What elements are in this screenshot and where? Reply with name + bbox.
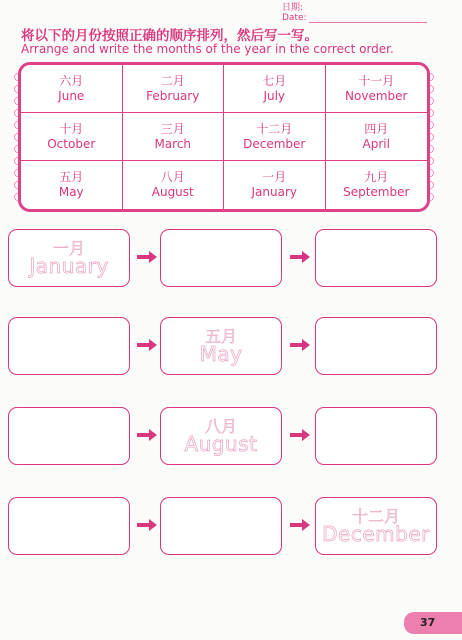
instruction-en: Arrange and write the months of the year in the correct order.	[21, 42, 394, 56]
answer-box[interactable]	[160, 407, 282, 465]
month-cell	[21, 113, 123, 161]
arrow-right-icon	[137, 429, 157, 441]
arrow-right-icon	[137, 339, 157, 351]
answer-box[interactable]	[315, 497, 437, 555]
month-cell	[224, 65, 326, 113]
instruction-zh: 将以下的月份按照正确的顺序排列，然后写一写。	[21, 28, 318, 44]
month-en: May	[58, 185, 84, 199]
date-label-en: Date:	[282, 13, 307, 23]
answer-box[interactable]	[8, 317, 130, 375]
month-zh: 五月	[59, 170, 84, 184]
month-cell	[123, 65, 225, 113]
month-cell	[326, 161, 428, 209]
month-zh: 四月	[364, 121, 389, 136]
month-cell	[123, 113, 225, 161]
answer-box[interactable]	[315, 407, 437, 465]
trace-en: December	[322, 522, 430, 546]
answer-box[interactable]	[8, 229, 130, 287]
answer-box[interactable]	[8, 407, 130, 465]
page-number: 37	[404, 612, 462, 634]
month-zh: 六月	[59, 73, 84, 88]
month-zh: 七月	[262, 73, 287, 88]
answer-box[interactable]	[8, 497, 130, 555]
trace-zh: 八月	[204, 417, 237, 436]
date-line[interactable]	[309, 22, 427, 23]
month-cell	[326, 65, 428, 113]
answer-box[interactable]	[160, 497, 282, 555]
month-en: February	[146, 88, 200, 103]
month-en: October	[47, 136, 96, 151]
arrow-right-icon	[290, 429, 310, 441]
month-cell	[326, 113, 428, 161]
month-zh: 十二月	[256, 121, 293, 136]
month-en: April	[362, 136, 390, 151]
arrow-right-icon	[290, 339, 310, 351]
month-zh: 一月	[262, 170, 287, 184]
arrow-right-icon	[137, 251, 157, 263]
month-en: November	[345, 88, 408, 103]
arrow-right-icon	[137, 519, 157, 531]
trace-zh: 十二月	[351, 507, 400, 526]
answer-box[interactable]	[315, 317, 437, 375]
month-zh: 九月	[364, 170, 389, 184]
arrow-right-icon	[290, 251, 310, 263]
month-en: March	[154, 136, 192, 151]
answer-box[interactable]	[315, 229, 437, 287]
month-zh: 八月	[160, 170, 185, 184]
month-en: June	[58, 88, 85, 103]
month-cell	[21, 65, 123, 113]
month-en: July	[263, 88, 286, 103]
month-cell	[21, 161, 123, 209]
trace-en: August	[184, 432, 258, 456]
date-label-zh: 日期:	[282, 3, 304, 13]
trace-zh: 五月	[204, 327, 237, 346]
month-cell	[224, 161, 326, 209]
trace-en: January	[29, 254, 109, 278]
month-zh: 三月	[160, 121, 185, 136]
date-field	[282, 3, 432, 23]
answer-box[interactable]	[160, 229, 282, 287]
trace-zh: 一月	[52, 239, 85, 258]
arrow-right-icon	[290, 519, 310, 531]
answer-box[interactable]	[160, 317, 282, 375]
month-zh: 十一月	[358, 73, 395, 88]
month-en: September	[343, 185, 410, 199]
month-en: August	[151, 185, 194, 199]
month-en: January	[251, 185, 297, 199]
month-en: December	[243, 136, 306, 151]
trace-en: May	[199, 342, 243, 366]
month-cell	[123, 161, 225, 209]
month-zh: 二月	[160, 73, 185, 88]
month-zh: 十月	[59, 121, 84, 136]
month-cell	[224, 113, 326, 161]
month-table	[18, 62, 430, 212]
